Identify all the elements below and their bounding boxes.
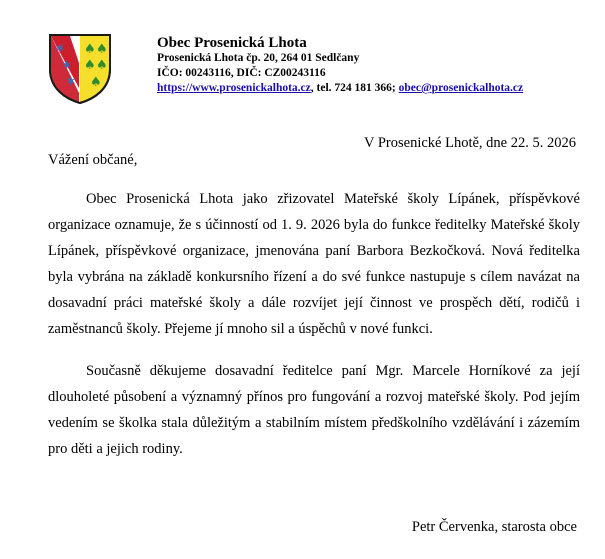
paragraph-thanks: Současně děkujeme dosavadní ředitelce paní Mgr. Marcele Horníkové za její dlouholeté působení a významný přínos pro fungování a rozvoj mateřské školy. Pod jejím vedením se školka stala důležitým a stabilním místem předškolního vzdělávání i zázemím pro děti a jejich rodiny.: [48, 363, 580, 457]
letter-date: V Prosenické Lhotě, dne 22. 5. 2026: [364, 135, 576, 151]
signature: Petr Červenka, starosta obce: [411, 519, 577, 535]
svg-text:✶: ✶: [61, 58, 73, 74]
org-ids: IČO: 00243116, DIČ: CZ00243116: [157, 67, 326, 79]
paragraph-announcement: Obec Prosenická Lhota jako zřizovatel Mateřské školy Lípánek, příspěvkové organizace oznamuje, že s účinností od 1. 9. 2026 byla do funkce ředitelky Mateřské školy Lípánek, příspěvkové organizace, jmenována paní Barbora Bezkočková. Nová ředitelka byla vybrána na základě konkursního řízení a do své funkce nastupuje s cílem navázat na dosavadní práci mateřské školy a dále rozvíjet její činnost ve prospěch dětí, rodičů i zaměstnanců školy. Přejeme jí mnoho sil a úspěchů v nové funkci.: [48, 191, 580, 337]
svg-text:♠: ♠: [90, 75, 102, 90]
salutation: Vážení občané,: [48, 152, 138, 168]
svg-text:✶: ✶: [65, 74, 77, 90]
email-link[interactable]: obec@prosenickalhota.cz: [398, 82, 524, 94]
svg-text:♠: ♠: [84, 58, 96, 73]
coat-of-arms-icon: [48, 33, 112, 105]
svg-text:✶: ✶: [54, 41, 66, 57]
svg-text:♠: ♠: [84, 42, 96, 57]
svg-text:♠: ♠: [96, 42, 108, 57]
org-address: Prosenická Lhota čp. 20, 264 01 Sedlčany: [157, 52, 360, 64]
website-link[interactable]: https://www.prosenickalhota.cz: [157, 82, 311, 94]
org-name: Obec Prosenická Lhota: [157, 35, 307, 51]
svg-text:♠: ♠: [96, 58, 108, 73]
contact-line: [157, 81, 523, 96]
phone-text: , tel. 724 181 366;: [310, 82, 399, 94]
letterhead: [157, 36, 523, 96]
